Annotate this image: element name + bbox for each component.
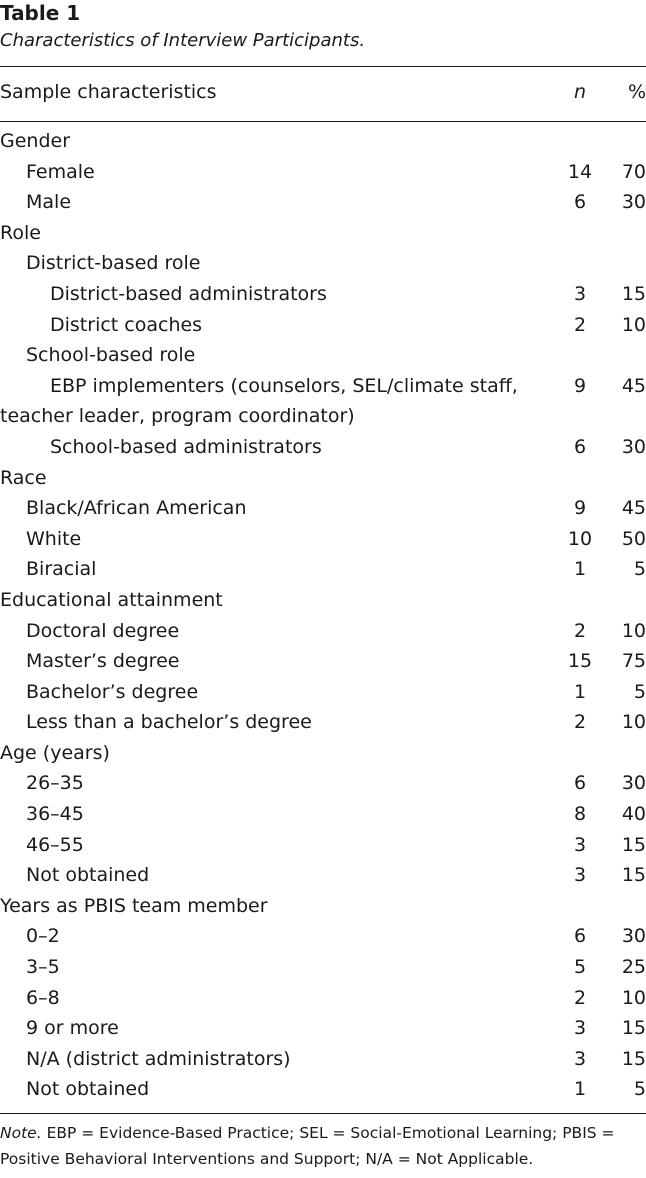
row-label: Role bbox=[0, 221, 41, 244]
row-pct: 50 bbox=[621, 527, 646, 550]
header-rule bbox=[0, 121, 646, 122]
table-row bbox=[0, 616, 646, 647]
row-n: 9 bbox=[573, 374, 587, 397]
table-row bbox=[0, 554, 646, 585]
row-pct: 40 bbox=[621, 803, 646, 826]
row-pct: 30 bbox=[621, 925, 646, 948]
table-note bbox=[0, 1120, 646, 1172]
row-n: 15 bbox=[567, 650, 593, 673]
row-pct: 15 bbox=[621, 864, 646, 887]
table-row bbox=[0, 738, 646, 769]
table-row bbox=[0, 187, 646, 218]
row-label: White bbox=[26, 527, 82, 550]
row-pct: 30 bbox=[621, 191, 646, 214]
row-label: Master’s degree bbox=[26, 650, 180, 673]
row-n: 6 bbox=[573, 925, 587, 948]
row-n: 2 bbox=[573, 986, 587, 1009]
row-label-line2: teacher leader, program coordinator) bbox=[0, 405, 355, 428]
row-pct: 45 bbox=[621, 497, 646, 520]
table-body bbox=[0, 126, 646, 1105]
table-row bbox=[0, 677, 646, 708]
table-row bbox=[0, 830, 646, 861]
table-row bbox=[0, 463, 646, 494]
table-row bbox=[0, 1074, 646, 1105]
table-row bbox=[0, 310, 646, 341]
row-n: 3 bbox=[573, 1047, 587, 1070]
table-caption: Characteristics of Interview Participants. bbox=[0, 30, 366, 51]
row-n: 1 bbox=[573, 680, 587, 703]
row-pct: 10 bbox=[621, 711, 646, 734]
row-label: District-based administrators bbox=[50, 282, 327, 305]
row-label: 6–8 bbox=[26, 986, 60, 1009]
row-label: Race bbox=[0, 466, 47, 489]
row-pct: 5 bbox=[633, 558, 646, 581]
row-pct: 30 bbox=[621, 435, 646, 458]
row-pct: 75 bbox=[621, 650, 646, 673]
table-row bbox=[0, 1044, 646, 1075]
row-pct: 45 bbox=[621, 374, 646, 397]
row-pct: 10 bbox=[621, 986, 646, 1009]
row-n: 2 bbox=[573, 619, 587, 642]
row-label bbox=[0, 371, 518, 432]
row-label: Bachelor’s degree bbox=[26, 680, 199, 703]
table-row bbox=[0, 1013, 646, 1044]
row-label: Male bbox=[26, 191, 72, 214]
row-label: Age (years) bbox=[0, 741, 110, 764]
note-text: EBP = Evidence-Based Practice; SEL = Social-Emotional Learning; PBIS = Positive Behavioral Interventions and Support; N/A = Not Applicable. bbox=[0, 1124, 615, 1168]
table-row bbox=[0, 860, 646, 891]
row-pct: 15 bbox=[621, 1017, 646, 1040]
row-n: 6 bbox=[573, 772, 587, 795]
row-label: Not obtained bbox=[26, 864, 150, 887]
table-row bbox=[0, 585, 646, 616]
row-label: 3–5 bbox=[26, 956, 60, 979]
table-row bbox=[0, 126, 646, 157]
row-n: 2 bbox=[573, 711, 587, 734]
table-row bbox=[0, 891, 646, 922]
row-label: Biracial bbox=[26, 558, 97, 581]
row-label: District-based role bbox=[26, 252, 201, 275]
row-pct: 15 bbox=[621, 833, 646, 856]
row-n: 3 bbox=[573, 1017, 587, 1040]
row-n: 1 bbox=[573, 558, 587, 581]
row-label: 0–2 bbox=[26, 925, 60, 948]
table-row bbox=[0, 921, 646, 952]
row-label: 26–35 bbox=[26, 772, 84, 795]
header-n: n bbox=[573, 81, 587, 103]
row-label: School-based administrators bbox=[50, 435, 322, 458]
table-row bbox=[0, 707, 646, 738]
row-n: 3 bbox=[573, 833, 587, 856]
row-pct: 5 bbox=[633, 1078, 646, 1101]
row-label-line1: EBP implementers (counselors, SEL/climate staff, bbox=[50, 374, 518, 397]
row-label: Doctoral degree bbox=[26, 619, 180, 642]
table-row bbox=[0, 248, 646, 279]
row-n: 5 bbox=[573, 956, 587, 979]
header-sample-characteristics: Sample characteristics bbox=[0, 81, 217, 103]
table-row bbox=[0, 371, 646, 432]
row-label: 36–45 bbox=[26, 803, 84, 826]
row-label: School-based role bbox=[26, 344, 196, 367]
row-label: Gender bbox=[0, 130, 71, 152]
row-label: N/A (district administrators) bbox=[26, 1047, 291, 1070]
header-percent: % bbox=[627, 81, 646, 103]
row-label: Female bbox=[26, 160, 95, 183]
row-label: 9 or more bbox=[26, 1017, 119, 1040]
row-n: 3 bbox=[573, 864, 587, 887]
table-row bbox=[0, 799, 646, 830]
table-header bbox=[0, 74, 646, 110]
row-n: 9 bbox=[573, 497, 587, 520]
row-n: 1 bbox=[573, 1078, 587, 1101]
row-label: Less than a bachelor’s degree bbox=[26, 711, 312, 734]
row-pct: 30 bbox=[621, 772, 646, 795]
row-pct: 5 bbox=[633, 680, 646, 703]
row-n: 8 bbox=[573, 803, 587, 826]
table-row bbox=[0, 768, 646, 799]
row-pct: 70 bbox=[621, 160, 646, 183]
table-row bbox=[0, 983, 646, 1014]
row-pct: 15 bbox=[621, 1047, 646, 1070]
row-n: 3 bbox=[573, 282, 587, 305]
row-n: 6 bbox=[573, 191, 587, 214]
row-label: Black/African American bbox=[26, 497, 247, 520]
row-n: 14 bbox=[567, 160, 593, 183]
top-rule bbox=[0, 66, 646, 67]
row-n: 10 bbox=[567, 527, 593, 550]
table-row bbox=[0, 432, 646, 463]
row-label: Not obtained bbox=[26, 1078, 150, 1101]
row-label: Educational attainment bbox=[0, 588, 223, 611]
row-pct: 25 bbox=[621, 956, 646, 979]
note-label: Note. bbox=[0, 1124, 42, 1142]
row-label: District coaches bbox=[50, 313, 203, 336]
table-row bbox=[0, 493, 646, 524]
row-pct: 10 bbox=[621, 313, 646, 336]
table-row bbox=[0, 279, 646, 310]
table-row bbox=[0, 646, 646, 677]
bottom-rule bbox=[0, 1113, 646, 1114]
row-label: Years as PBIS team member bbox=[0, 894, 268, 917]
row-pct: 15 bbox=[621, 282, 646, 305]
table-title: Table 1 bbox=[0, 1, 81, 25]
table-row bbox=[0, 524, 646, 555]
row-n: 6 bbox=[573, 435, 587, 458]
table-row bbox=[0, 218, 646, 249]
table-row bbox=[0, 340, 646, 371]
table-row bbox=[0, 952, 646, 983]
row-pct: 10 bbox=[621, 619, 646, 642]
row-label: 46–55 bbox=[26, 833, 84, 856]
table-row bbox=[0, 157, 646, 188]
row-n: 2 bbox=[573, 313, 587, 336]
